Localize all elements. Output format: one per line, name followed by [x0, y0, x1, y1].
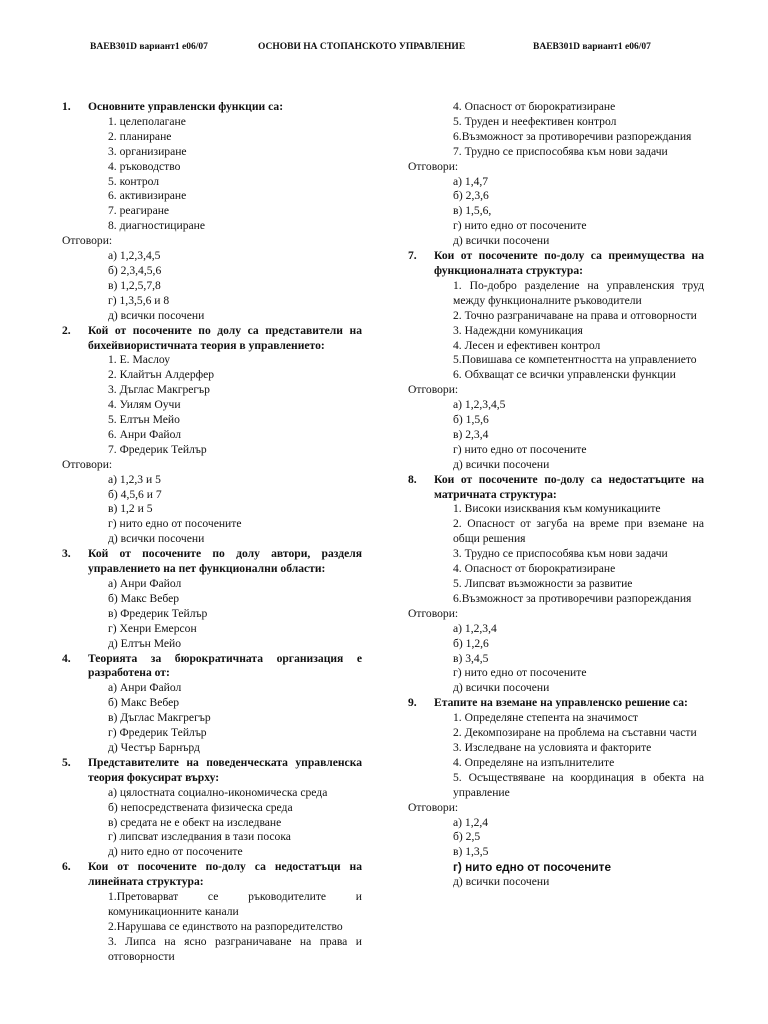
answer-choice: д) всички посочени	[453, 234, 550, 248]
answer-choice: а) 1,2,3,4,5	[453, 398, 506, 412]
option: 2. Клайтън Алдерфер	[108, 368, 215, 382]
option: 4. Лесен и ефективен контрол	[453, 338, 601, 352]
option: а) цялостната социално-икономическа среда	[108, 785, 328, 799]
answers-label: Отговори:	[408, 159, 459, 173]
option: 4. Уилям Оучи	[108, 398, 181, 412]
answer-choice: в) 1,2,5,7,8	[108, 278, 161, 292]
option: д) Честър Барнърд	[108, 740, 200, 754]
header-right-code: BAEB301D вариант1 е06/07	[533, 42, 651, 52]
option: 2.Нарушава се единството на разпоредителство	[108, 919, 343, 933]
option: 7. Фредерик Тейлър	[108, 442, 207, 456]
header-title: ОСНОВИ НА СТОПАНСКОТО УПРАВЛЕНИЕ	[258, 42, 466, 52]
option: 3. Трудно се приспособява към нови задачи	[453, 547, 668, 561]
option: 1. Определяне степента на значимост	[453, 711, 638, 725]
question-text: Теорията за бюрократичната организация е разработена от:	[88, 651, 362, 680]
question-text: Етапите на вземане на управленско решение са:	[434, 696, 688, 710]
answer-choice-highlighted: г) нито едно от посочените	[453, 860, 612, 875]
option: 1. целеполагане	[108, 114, 186, 128]
answer-choice: в) 1,3,5	[453, 845, 489, 859]
answer-choice: д) всички посочени	[108, 308, 205, 322]
option: 5. Елтън Мейо	[108, 413, 180, 427]
answer-choice: б) 2,5	[453, 830, 481, 844]
answer-choice: б) 1,2,6	[453, 636, 489, 650]
option: 4. Определяне на изпълнителите	[453, 755, 615, 769]
option: д) нито едно от посочените	[108, 845, 243, 859]
option: 1. Високи изисквания към комуникациите	[453, 502, 661, 516]
option: г) Хенри Емерсон	[108, 621, 197, 635]
answer-choice: а) 1,2,3 и 5	[108, 472, 161, 486]
question-text: Представителите на поведенческата управленска теория фокусират върху:	[88, 755, 362, 784]
answer-choice: г) нито едно от посочените	[453, 219, 587, 233]
option: 5.Повишава се компетентността на управлението	[453, 353, 697, 367]
page-header	[0, 42, 768, 58]
option: 1. Е. Маслоу	[108, 353, 171, 367]
option: 6.Възможност за противоречиви разпореждания	[453, 591, 692, 605]
right-column	[408, 100, 704, 890]
option: 2. Декомпозиране на проблема на съставни части	[453, 726, 697, 740]
answer-choice: г) нито едно от посочените	[453, 666, 587, 680]
question-6: 6. Кои от посочените по-долу са недостатъци на линейната структура:	[62, 860, 362, 889]
answer-choice: а) 1,4,7	[453, 174, 489, 188]
question-text: Основните управленски функции са:	[88, 100, 284, 113]
answer-choice: б) 1,5,6	[453, 413, 489, 427]
answer-choice: б) 2,3,4,5,6	[108, 263, 162, 277]
header-left-code: BAEB301D вариант1 е06/07	[90, 42, 208, 52]
question-text: Кой от посочените по долу са представители на бихейвиористичната теория в управлението:	[88, 323, 362, 352]
answer-choice: д) всички посочени	[453, 875, 550, 889]
option: 2. Точно разграничаване на права и отговорности	[453, 308, 697, 322]
option: б) Макс Вебер	[108, 591, 180, 605]
answer-choice: а) 1,2,4	[453, 815, 489, 829]
answers-label: Отговори:	[408, 606, 459, 620]
question-text: Кои от посочените по-долу са недостатъци на линейната структура:	[88, 860, 362, 889]
answer-choice: д) всички посочени	[108, 532, 205, 546]
answer-choice: в) 2,3,4	[453, 427, 489, 441]
option: в) средата не е обект на изследване	[108, 815, 282, 829]
question-5: 5. Представителите на поведенческата управленска теория фокусират върху:	[62, 755, 362, 784]
question-8: 8. Кои от посочените по-долу са недостатъците на матричната структура:	[408, 472, 704, 501]
question-3: 3. Кой от посочените по долу автори, разделя управлението на пет функционални области:	[62, 547, 362, 576]
answer-choice: г) 1,3,5,6 и 8	[108, 293, 170, 307]
question-text: Кой от посочените по долу автори, разделя управлението на пет функционални области:	[88, 547, 362, 576]
answer-choice: в) 1,2 и 5	[108, 502, 153, 516]
option: 1. По-добро разделение на управленския труд между функционалните ръководители	[453, 278, 704, 307]
answer-choice: в) 1,5,6,	[453, 204, 492, 218]
answer-choice: а) 1,2,3,4	[453, 621, 497, 635]
option: 5. Труден и неефективен контрол	[453, 114, 617, 128]
option: 5. Осъществяване на координация в обекта на управление	[453, 770, 704, 799]
question-7: 7. Кои от посочените по-долу са преимущества на функционалната структура:	[408, 249, 704, 277]
answer-choice: б) 2,3,6	[453, 189, 489, 203]
option: а) Анри Файол	[108, 681, 182, 695]
option: в) Дъглас Макгрегър	[108, 711, 211, 725]
question-text: Кои от посочените по-долу са преимущества на функционалната структура:	[434, 249, 704, 277]
answers-label: Отговори:	[62, 234, 113, 248]
option: 3. организиране	[108, 144, 187, 158]
option: 7. Трудно се приспособява към нови задачи	[453, 144, 668, 158]
answer-choice: г) нито едно от посочените	[453, 442, 587, 456]
option: 8. диагностициране	[108, 219, 206, 233]
option: г) липсват изследвания в тази посока	[108, 830, 291, 844]
left-column	[62, 100, 362, 965]
option: 2. планиране	[108, 129, 172, 143]
option: 3. Дъглас Макгрегър	[108, 383, 210, 397]
question-4: 4. Теорията за бюрократичната организация е разработена от:	[62, 651, 362, 680]
question-2: 2. Кой от посочените по долу са представители на бихейвиористичната теория в управлението:	[62, 323, 362, 352]
question-9: 9. Етапите на вземане на управленско решение са:	[408, 696, 688, 710]
option: а) Анри Файол	[108, 577, 182, 590]
option: 3. Липса на ясно разграничаване на права и отговорности	[108, 934, 362, 963]
answer-choice: в) 3,4,5	[453, 651, 489, 665]
question-1: 1. Основните управленски функции са:	[62, 100, 284, 113]
answer-choice: г) нито едно от посочените	[108, 517, 242, 531]
option: 3. Надеждни комуникация	[453, 323, 583, 337]
option: 5. контрол	[108, 174, 160, 188]
option: в) Фредерик Тейлър	[108, 606, 208, 620]
option: б) непосредствената физическа среда	[108, 800, 293, 814]
answer-choice: д) всички посочени	[453, 681, 550, 695]
option: 7. реагиране	[108, 204, 170, 218]
option: 6. Анри Файол	[108, 427, 182, 441]
option: 4. Опасност от бюрократизиране	[453, 100, 616, 113]
answers-label: Отговори:	[408, 383, 459, 397]
option: г) Фредерик Тейлър	[108, 726, 207, 740]
option: 4. Опасност от бюрократизиране	[453, 562, 616, 576]
answer-choice: а) 1,2,3,4,5	[108, 249, 161, 263]
option: б) Макс Вебер	[108, 696, 180, 710]
option: 6. активизиране	[108, 189, 187, 203]
answers-label: Отговори:	[408, 800, 459, 814]
answer-choice: б) 4,5,6 и 7	[108, 487, 162, 501]
option: 6. Обхващат се всички управленски функции	[453, 368, 676, 382]
option: 6.Възможност за противоречиви разпореждания	[453, 129, 692, 143]
option: д) Елтън Мейо	[108, 636, 181, 650]
question-text: Кои от посочените по-долу са недостатъците на матричната структура:	[434, 472, 704, 501]
option: 3. Изследване на условията и факторите	[453, 740, 652, 754]
option: 4. ръководство	[108, 159, 181, 173]
option: 5. Липсват възможности за развитие	[453, 577, 633, 590]
option: 2. Опасност от загуба на време при вземане на общи решения	[453, 517, 704, 546]
answer-choice: д) всички посочени	[453, 457, 550, 471]
option: 1.Претоварват се ръководителите и комуникационните канали	[108, 890, 362, 918]
answers-label: Отговори:	[62, 457, 113, 471]
